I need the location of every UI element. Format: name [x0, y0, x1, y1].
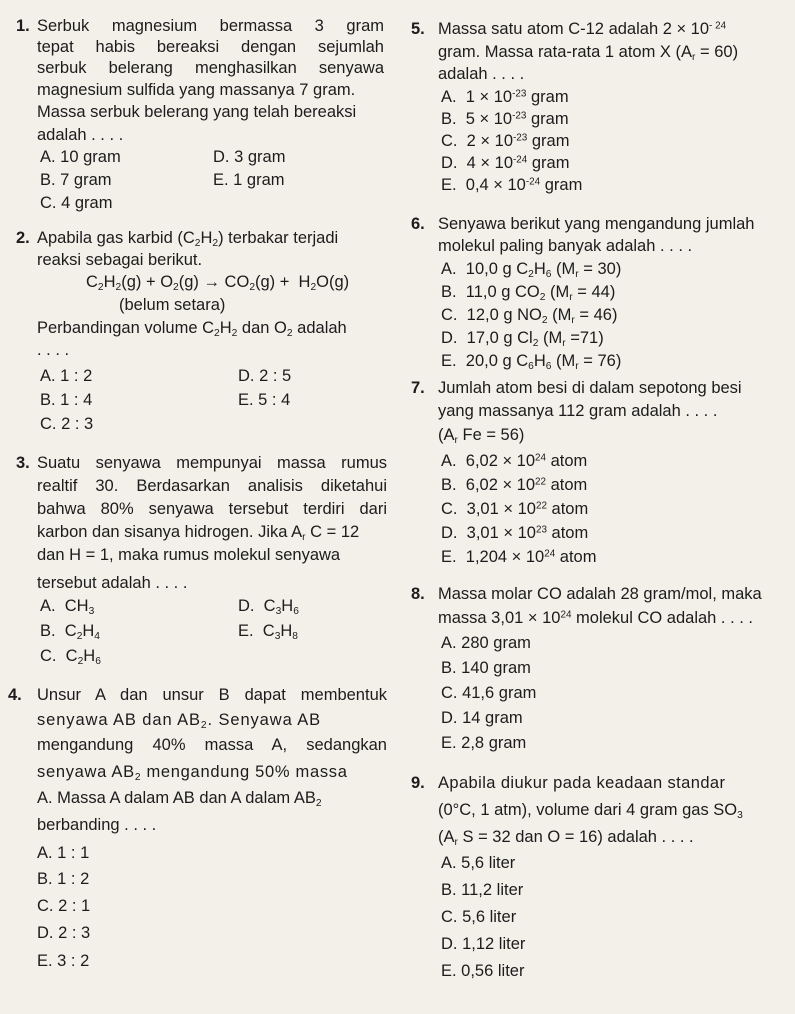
option-e[interactable]: E. 20,0 g $C_6H_6$ $(M_r = 76)$ — [441, 352, 622, 373]
question-text: Senyawa berikut yang mengandung jumlah — [438, 215, 755, 233]
option-e[interactable]: E. $C_3H_8$ — [238, 622, 298, 643]
question-text: Jumlah atom besi di dalam sepotong besi — [438, 379, 742, 397]
question-text: bahwa 80% senyawa tersebut terdiri dari — [37, 500, 387, 518]
question-number: 3. — [16, 454, 30, 472]
option-d[interactable]: D. 14 gram — [441, 709, 523, 727]
question-text: (0°C, 1 atm), volume dari 4 gram gas $SO_3$ — [438, 801, 743, 822]
option-e[interactable]: E. 0,56 liter — [441, 962, 525, 980]
question-text: A. Massa A dalam AB dan A dalam $AB_2$ — [37, 789, 322, 810]
option-e[interactable]: E. $1,204 \times 10^{24}$ atom — [441, 548, 597, 566]
option-c[interactable]: C. 2 : 3 — [40, 415, 94, 433]
option-b[interactable]: B. 7 gram — [40, 171, 112, 189]
option-d[interactable]: D. 17,0 g $Cl_2$ $(M_r =71)$ — [441, 329, 604, 350]
question-text: adalah . . . . — [37, 126, 124, 144]
option-c[interactable]: C. 5,6 liter — [441, 908, 517, 926]
question-number: 1. — [16, 17, 30, 35]
question-text: serbuk belerang menghasilkan senyawa — [37, 59, 384, 77]
option-d[interactable]: D. 1,12 liter — [441, 935, 526, 953]
question-number: 2. — [16, 229, 30, 247]
option-e[interactable]: E. 2,8 gram — [441, 734, 527, 752]
question-text: mengandung 40% massa A, sedangkan — [37, 736, 387, 754]
question-text: Apabila diukur pada keadaan standar — [438, 774, 726, 792]
question-text: ($A_r$ Fe = 56) — [438, 426, 525, 447]
option-c[interactable]: C. 4 gram — [40, 194, 113, 212]
option-d[interactable]: D. 3 gram — [213, 148, 286, 166]
question-text: Massa satu atom C-12 adalah $2 \times 10^{- 24}$ — [438, 20, 727, 38]
question-text: Massa serbuk belerang yang telah bereaksi — [37, 103, 357, 121]
option-a[interactable]: A. 10 gram — [40, 148, 121, 166]
question-text: Serbuk magnesium bermassa 3 gram — [37, 17, 384, 35]
question-text: . . . . — [37, 341, 70, 359]
question-text: berbanding . . . . — [37, 816, 157, 834]
option-c[interactable]: C. $C_2H_6$ — [40, 647, 101, 668]
question-text: Perbandingan volume $C_2H_2$ dan $O_2$ adalah — [37, 319, 347, 340]
option-a[interactable]: A. 10,0 g $C_2H_6$ $(M_r = 30)$ — [441, 260, 622, 281]
question-text: tersebut adalah . . . . — [37, 574, 188, 592]
option-b[interactable]: B. 1 : 4 — [40, 391, 93, 409]
question-number: 4. — [8, 686, 22, 704]
option-d[interactable]: D. $C_3H_6$ — [238, 597, 299, 618]
option-b[interactable]: B. $5 \times 10^{-23}$ gram — [441, 110, 569, 128]
option-b[interactable]: B. $6,02 \times 10^{22}$ atom — [441, 476, 588, 494]
option-a[interactable]: A. $6,02 \times 10^{24}$ atom — [441, 452, 588, 470]
question-number: 8. — [411, 585, 425, 603]
question-text: realtif 30. Berdasarkan analisis diketahui — [37, 477, 387, 495]
reaction-note: (belum setara) — [119, 296, 226, 314]
question-number: 6. — [411, 215, 425, 233]
option-c[interactable]: C. $2 \times 10^{-23}$ gram — [441, 132, 570, 150]
question-text: dan H = 1, maka rumus molekul senyawa — [37, 546, 341, 564]
option-d[interactable]: D. 2 : 5 — [238, 367, 292, 385]
option-a[interactable]: A. $1 \times 10^{-23}$ gram — [441, 88, 569, 106]
question-text: gram. Massa rata-rata 1 atom X $(A_r = 60)$ — [438, 43, 739, 64]
option-c[interactable]: C. 41,6 gram — [441, 684, 537, 702]
option-b[interactable]: B. 11,2 liter — [441, 881, 524, 899]
option-e[interactable]: E. $0,4 \times 10^{-24}$ gram — [441, 176, 583, 194]
question-text: ($A_r$ S = 32 dan O = 16) adalah . . . . — [438, 828, 694, 849]
question-number: 7. — [411, 379, 425, 397]
option-e[interactable]: E. 3 : 2 — [37, 952, 90, 970]
option-e[interactable]: E. 5 : 4 — [238, 391, 291, 409]
question-text: Suatu senyawa mempunyai massa rumus — [37, 454, 387, 472]
option-e[interactable]: E. 1 gram — [213, 171, 285, 189]
question-number: 9. — [411, 774, 425, 792]
option-b[interactable]: B. $C_2H_4$ — [40, 622, 100, 643]
question-text: massa $3,01 \times 10^{24}$ molekul CO adalah . . . . — [438, 609, 754, 627]
option-d[interactable]: D. 2 : 3 — [37, 924, 91, 942]
question-text: karbon dan sisanya hidrogen. Jika $A_r$ C = 12 — [37, 523, 360, 544]
option-c[interactable]: C. $3,01 \times 10^{22}$ atom — [441, 500, 589, 518]
question-text: senyawa $AB_2$ mengandung 50% massa — [37, 763, 348, 784]
option-a[interactable]: A. 1 : 2 — [40, 367, 93, 385]
question-text: Apabila gas karbid $(C_2H_2)$ terbakar terjadi — [37, 229, 339, 250]
question-text: Massa molar CO adalah 28 gram/mol, maka — [438, 585, 762, 603]
question-text: yang massanya 112 gram adalah . . . . — [438, 402, 718, 420]
question-number: 5. — [411, 20, 425, 38]
question-text: reaksi sebagai berikut. — [37, 251, 203, 269]
option-a[interactable]: A. 1 : 1 — [37, 844, 90, 862]
option-d[interactable]: D. $3,01 \times 10^{23}$ atom — [441, 524, 589, 542]
reaction-equation: $C_2H_2(g) + O_2(g) \to CO_2(g) + H_2O(g)$ — [86, 273, 350, 294]
question-text: adalah . . . . — [438, 65, 525, 83]
option-a[interactable]: A. 5,6 liter — [441, 854, 516, 872]
option-a[interactable]: A. $CH_3$ — [40, 597, 95, 618]
option-c[interactable]: C. 12,0 g $NO_2$ $(M_r = 46)$ — [441, 306, 618, 327]
option-b[interactable]: B. 1 : 2 — [37, 870, 90, 888]
question-text: Unsur A dan unsur B dapat membentuk — [37, 686, 387, 704]
question-text: senyawa AB dan $AB_2$. Senyawa AB — [37, 711, 322, 732]
option-b[interactable]: B. 11,0 g $CO_2$ $(M_r = 44)$ — [441, 283, 616, 304]
question-text: tepat habis bereaksi dengan sejumlah — [37, 38, 384, 56]
option-d[interactable]: D. $4 \times 10^{-24}$ gram — [441, 154, 570, 172]
question-text: molekul paling banyak adalah . . . . — [438, 237, 693, 255]
question-text: magnesium sulfida yang massanya 7 gram. — [37, 81, 356, 99]
option-b[interactable]: B. 140 gram — [441, 659, 531, 677]
option-c[interactable]: C. 2 : 1 — [37, 897, 91, 915]
option-a[interactable]: A. 280 gram — [441, 634, 531, 652]
